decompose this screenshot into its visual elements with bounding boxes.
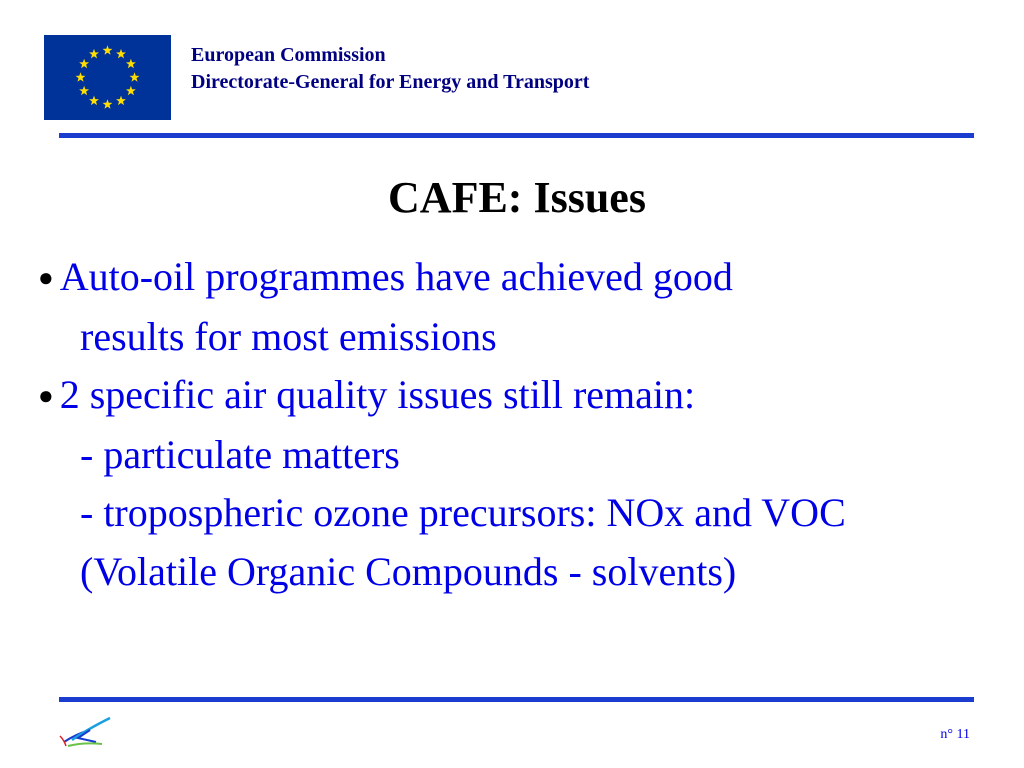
sub-item: - tropospheric ozone precursors: NOx and VOC [80,490,846,535]
bullet-text: 2 specific air quality issues still remain: [59,372,696,417]
header [191,42,589,96]
header-dg: Directorate-General for Energy and Transport [191,71,590,93]
flag-star [103,99,113,108]
bottom-divider [59,697,974,702]
flag-star [130,72,140,81]
sub-item: - particulate matters [80,431,400,477]
bullet-dot-icon: ● [38,381,54,410]
bullet-text: Auto-oil programmes have achieved good [59,254,733,299]
bullet-line [38,248,846,308]
flag-star [103,45,113,54]
flag-star [76,72,86,81]
bullet-dot-icon: ● [38,263,54,292]
flag-star [116,96,126,105]
flag-star [79,59,89,68]
eu-flag-icon [44,35,171,120]
flag-star [126,59,136,68]
flag-star [89,49,99,58]
page-number: n° 11 [940,727,970,742]
top-divider [59,133,974,138]
slide-content [38,248,846,601]
bullet-continuation: results for most emissions [80,313,497,359]
flag-star [89,96,99,105]
flag-star [79,86,89,95]
flag-star [116,49,126,58]
sub-item: (Volatile Organic Compounds - solvents) [80,548,737,594]
slide-title: CAFE: Issues [388,173,646,222]
bullet-line [38,366,846,426]
dg-tren-logo-icon [56,712,120,752]
flag-star [126,86,136,95]
header-org: European Commission [191,44,386,66]
